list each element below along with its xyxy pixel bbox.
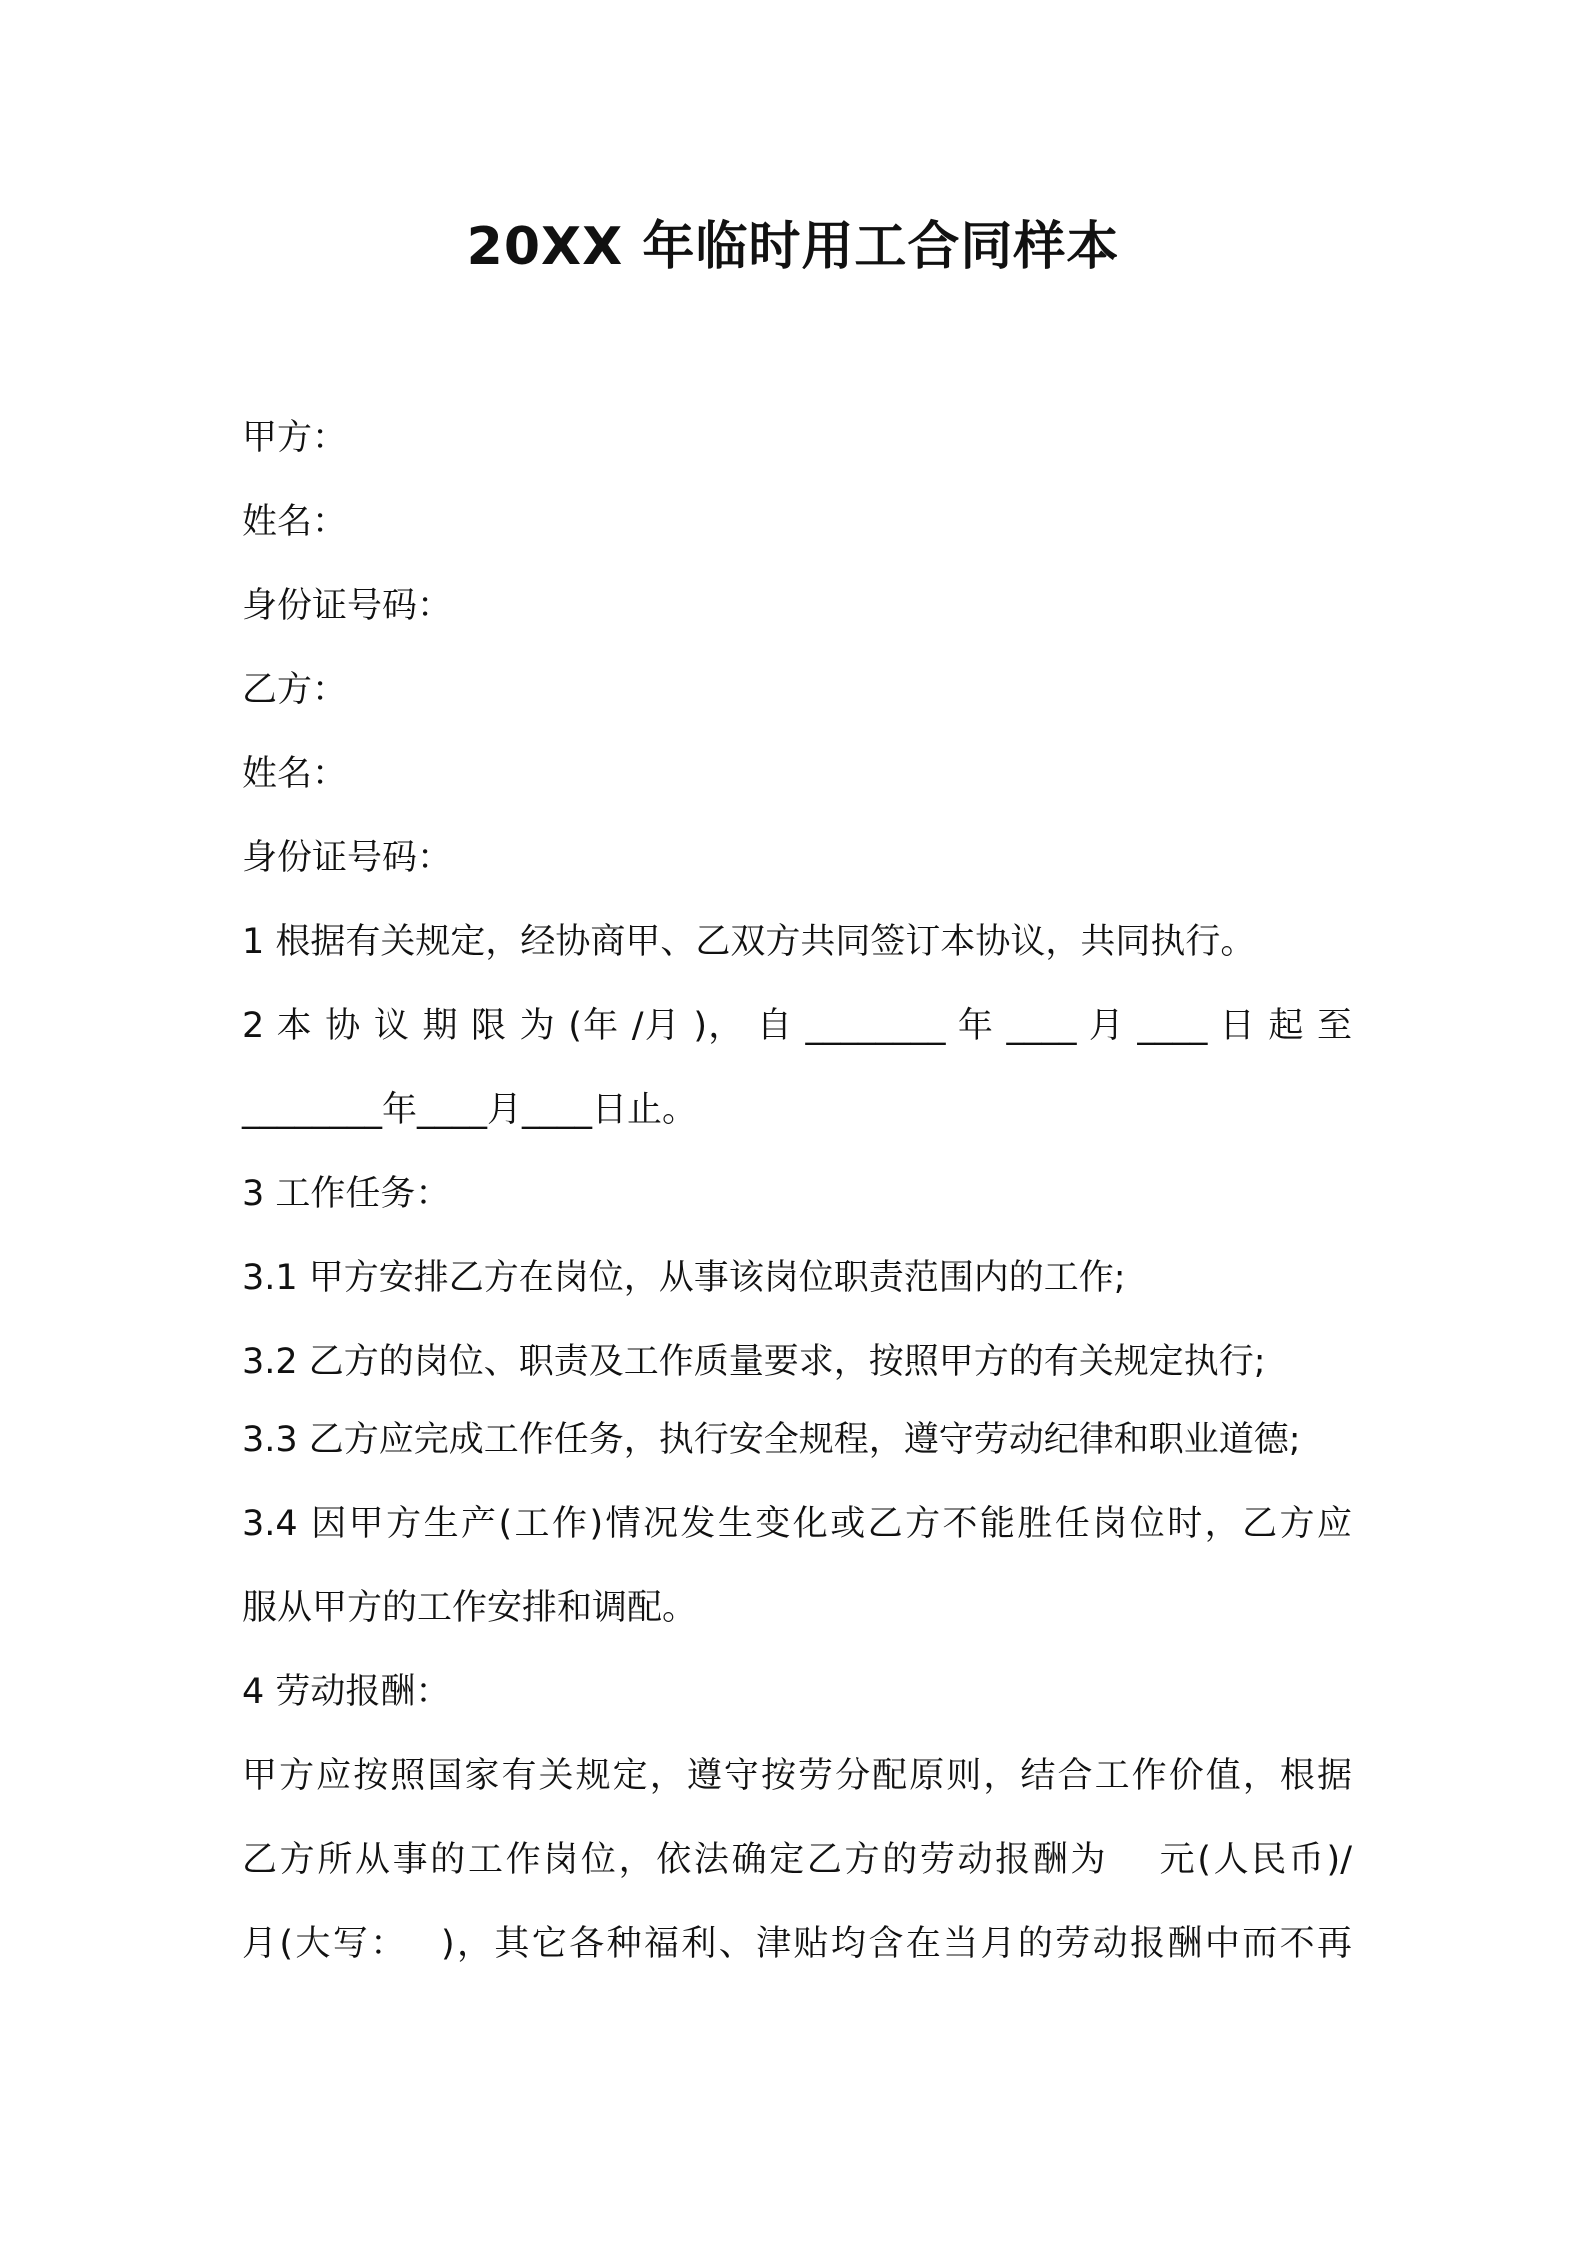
- clause-4-line-2: 乙方所从事的工作岗位，依法确定乙方的劳动报酬为 元(人民币)/: [242, 1840, 1352, 1880]
- document-title: 20XX 年临时用工合同样本: [466, 217, 1120, 277]
- party-b-name-label: 姓名：: [242, 754, 348, 794]
- party-a-label: 甲方：: [242, 418, 348, 458]
- clause-4-line-1: 甲方应按照国家有关规定，遵守按劳分配原则，结合工作价值，根据: [242, 1756, 1352, 1796]
- clause-3-1: 3.1 甲方安排乙方在岗位，从事该岗位职责范围内的工作;: [242, 1258, 1126, 1298]
- party-a-id-label: 身份证号码：: [242, 586, 453, 626]
- clause-3-4-line-1: 3.4 因甲方生产(工作)情况发生变化或乙方不能胜任岗位时，乙方应: [242, 1504, 1352, 1544]
- clause-3-4-line-2: 服从甲方的工作安排和调配。: [242, 1588, 698, 1628]
- clause-4-title: 4 劳动报酬：: [242, 1672, 451, 1712]
- party-b-id-label: 身份证号码：: [242, 838, 453, 878]
- clause-1: 1 根据有关规定，经协商甲、乙双方共同签订本协议，共同执行。: [242, 922, 1256, 962]
- party-b-label: 乙方：: [242, 670, 348, 710]
- clause-4-line-3: 月(大写： )，其它各种福利、津贴均含在当月的劳动报酬中而不再: [242, 1924, 1352, 1964]
- clause-2-line-2: ________年____月____日止。: [242, 1090, 698, 1130]
- clause-2-line-1: 2 本 协 议 期 限 为 (年 /月 )， 自 ________ 年 ____ 月 ____ 日 起 至: [242, 1006, 1352, 1046]
- clause-3-3: 3.3 乙方应完成工作任务，执行安全规程，遵守劳动纪律和职业道德;: [242, 1420, 1301, 1460]
- clause-3-title: 3 工作任务：: [242, 1174, 451, 1214]
- clause-3-2: 3.2 乙方的岗位、职责及工作质量要求，按照甲方的有关规定执行;: [242, 1342, 1266, 1382]
- party-a-name-label: 姓名：: [242, 502, 348, 542]
